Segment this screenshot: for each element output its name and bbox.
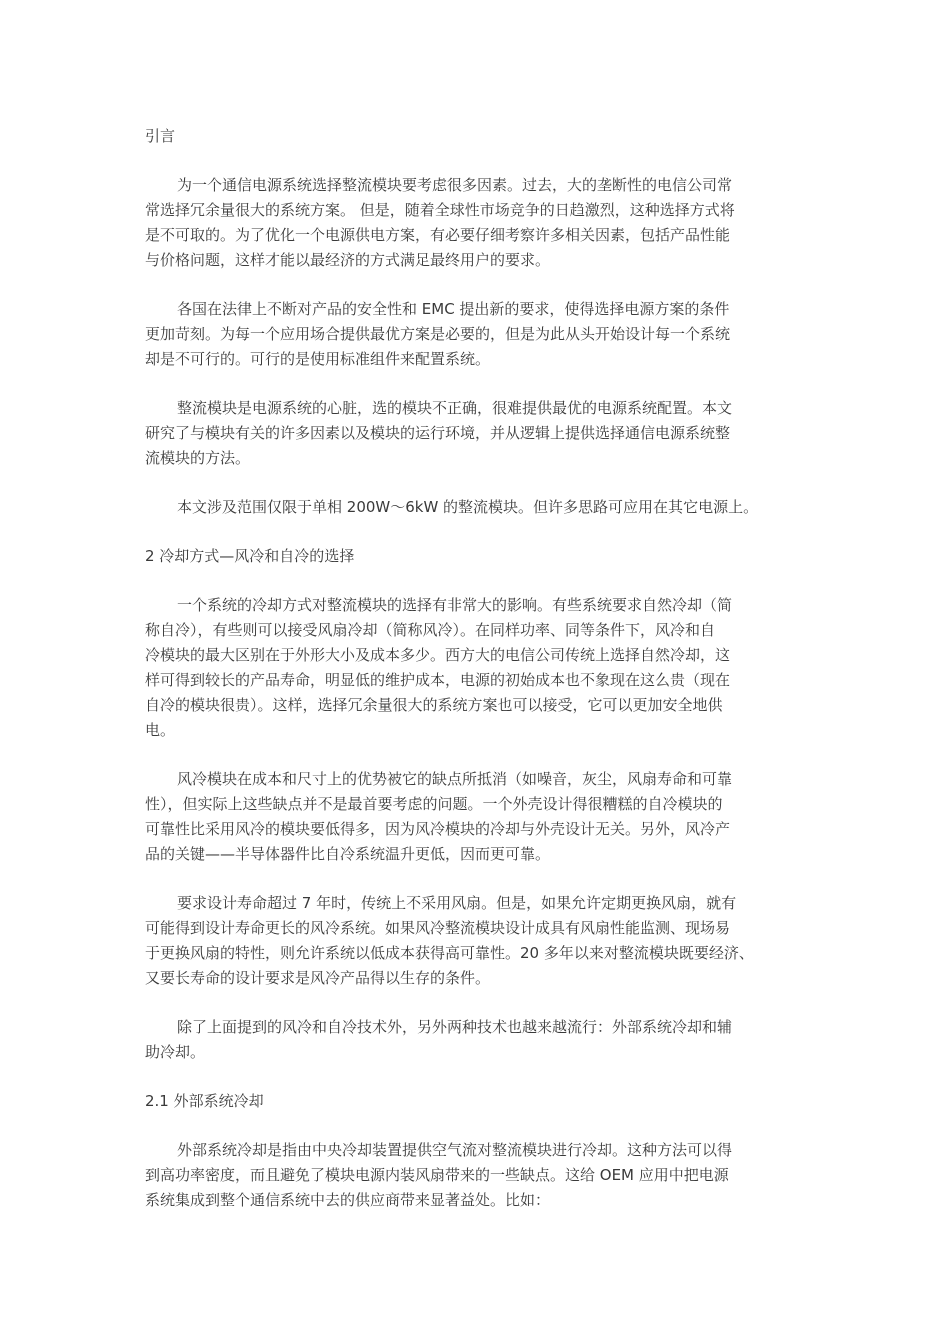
text-line: 外部系统冷却是指由中央冷却装置提供空气流对整流模块进行冷却。这种方法可以得: [177, 1141, 733, 1159]
paragraph-7: [145, 891, 825, 991]
paragraph-4: [145, 495, 825, 520]
text-line: 常选择冗余量很大的系统方案。 但是，随着全球性市场竞争的日趋激烈，这种选择方式将: [145, 201, 735, 219]
text-line: 品的关键——半导体器件比自冷系统温升更低，因而更可靠。: [145, 845, 551, 863]
text-line: 为一个通信电源系统选择整流模块要考虑很多因素。过去，大的垄断性的电信公司常: [177, 176, 733, 194]
paragraph-1: [145, 173, 825, 273]
text-line: 一个系统的冷却方式对整流模块的选择有非常大的影响。有些系统要求自然冷却（简: [177, 596, 733, 614]
text-line: 电。: [145, 721, 176, 739]
text-line: 于更换风扇的特性，则允许系统以低成本获得高可靠性。20 多年以来对整流模块既要经济、: [145, 944, 754, 962]
paragraph-5: [145, 593, 825, 743]
text-line: 可能得到设计寿命更长的风冷系统。如果风冷整流模块设计成具有风扇性能监测、现场易: [145, 919, 731, 937]
text-line: 研究了与模块有关的许多因素以及模块的运行环境，并从逻辑上提供选择通信电源系统整: [145, 424, 731, 442]
text-line: 各国在法律上不断对产品的安全性和 EMC 提出新的要求，使得选择电源方案的条件: [177, 300, 730, 318]
document-page: [145, 124, 825, 1237]
text-line: 除了上面提到的风冷和自冷技术外，另外两种技术也越来越流行：外部系统冷却和辅: [177, 1018, 733, 1036]
text-line: 与价格问题，这样才能以最经济的方式满足最终用户的要求。: [145, 251, 551, 269]
heading-section-2-1: 2.1 外部系统冷却: [145, 1092, 264, 1110]
text-line: 流模块的方法。: [145, 449, 251, 467]
paragraph-9: [145, 1138, 825, 1213]
paragraph-3: [145, 396, 825, 471]
text-line: 可靠性比采用风冷的模块要低得多，因为风冷模块的冷却与外壳设计无关。另外，风冷产: [145, 820, 731, 838]
text-line: 本文涉及范围仅限于单相 200W～6kW 的整流模块。但许多思路可应用在其它电源上。: [177, 498, 759, 516]
text-line: 样可得到较长的产品寿命，明显低的维护成本，电源的初始成本也不象现在这么贵（现在: [145, 671, 731, 689]
heading-section-2: 2 冷却方式—风冷和自冷的选择: [145, 547, 355, 565]
paragraph-8: [145, 1015, 825, 1065]
text-line: 更加苛刻。为每一个应用场合提供最优方案是必要的，但是为此从头开始设计每一个系统: [145, 325, 731, 343]
text-line: 系统集成到整个通信系统中去的供应商带来显著益处。比如：: [145, 1191, 551, 1209]
text-line: 却是不可行的。可行的是使用标准组件来配置系统。: [145, 350, 491, 368]
text-line: 风冷模块在成本和尺寸上的优势被它的缺点所抵消（如噪音，灰尘，风扇寿命和可靠: [177, 770, 733, 788]
text-line: 整流模块是电源系统的心脏，选的模块不正确，很难提供最优的电源系统配置。本文: [177, 399, 733, 417]
paragraph-2: [145, 297, 825, 372]
paragraph-6: [145, 767, 825, 867]
text-line: 性），但实际上这些缺点并不是最首要考虑的问题。一个外壳设计得很糟糕的自冷模块的: [145, 795, 723, 813]
text-line: 又要长寿命的设计要求是风冷产品得以生存的条件。: [145, 969, 491, 987]
text-line: 自冷的模块很贵）。这样，选择冗余量很大的系统方案也可以接受，它可以更加安全地供: [145, 696, 723, 714]
text-line: 助冷却。: [145, 1043, 206, 1061]
text-line: 到高功率密度，而且避免了模块电源内装风扇带来的一些缺点。这给 OEM 应用中把电源: [145, 1166, 729, 1184]
text-line: 要求设计寿命超过 7 年时，传统上不采用风扇。但是，如果允许定期更换风扇，就有: [177, 894, 737, 912]
text-line: 冷模块的最大区别在于外形大小及成本多少。西方大的电信公司传统上选择自然冷却，这: [145, 646, 731, 664]
text-line: 是不可取的。为了优化一个电源供电方案，有必要仔细考察许多相关因素，包括产品性能: [145, 226, 731, 244]
text-line: 称自冷），有些则可以接受风扇冷却（简称风冷）。在同样功率、同等条件下，风冷和自: [145, 621, 716, 639]
heading-introduction: 引言: [145, 127, 176, 145]
